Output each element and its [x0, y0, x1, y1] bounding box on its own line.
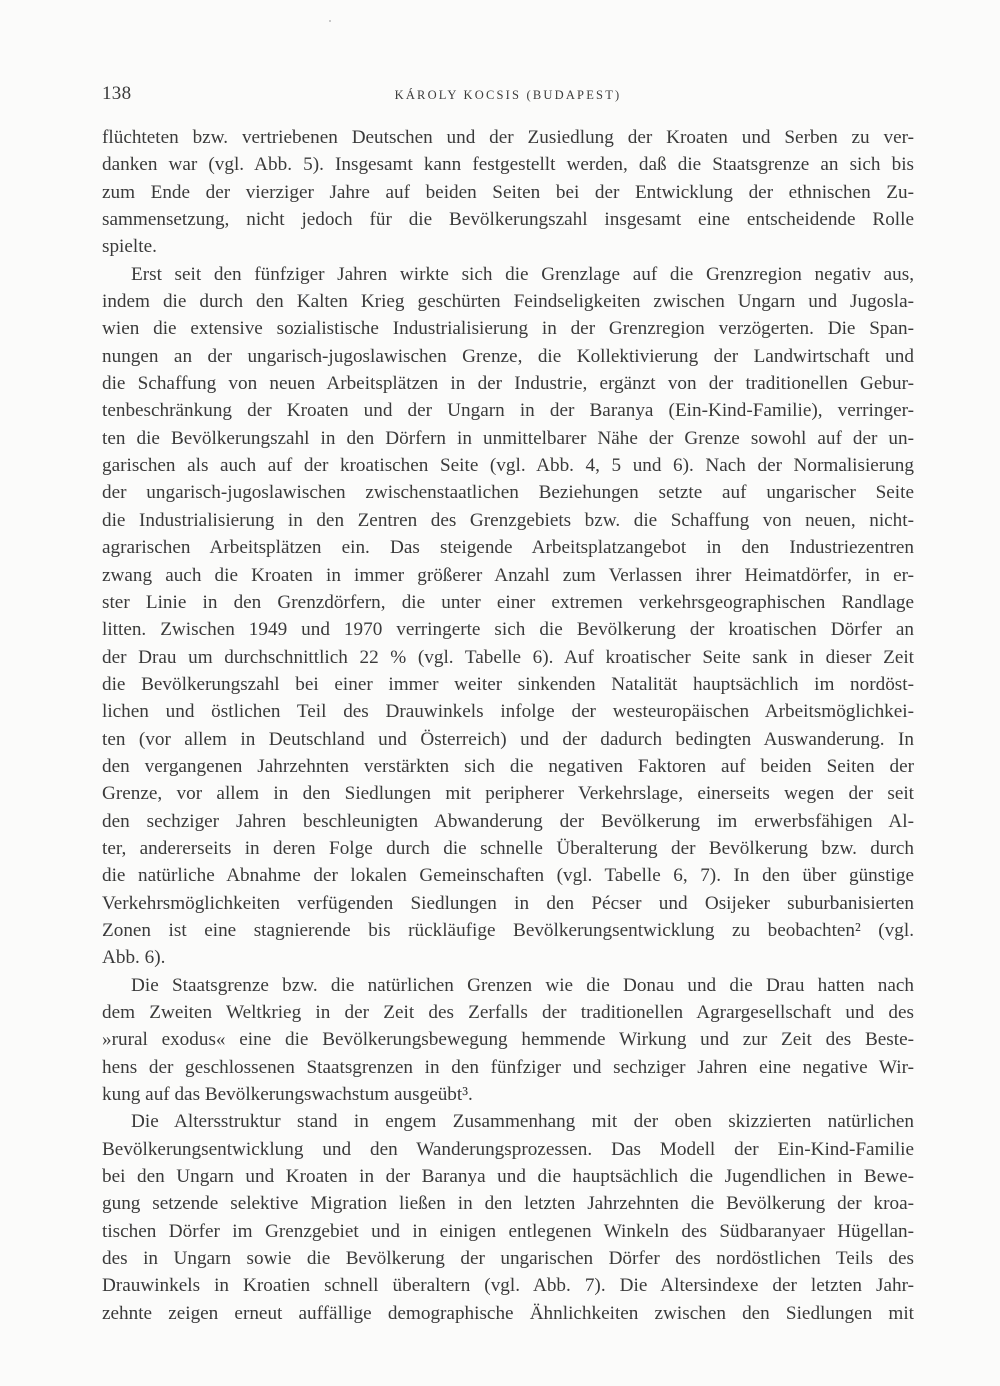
text-line: hens der geschlossenen Staatsgrenzen in den fünfziger und sechziger Jahren eine negative Wir- — [102, 1056, 914, 1078]
text-line: des in Ungarn sowie die Bevölkerung der ungarischen Dörfer des nordöstlichen Teils des — [102, 1248, 914, 1270]
running-head: KÁROLY KOCSIS (BUDAPEST) — [394, 88, 622, 102]
text-line: den sechziger Jahren beschleunigten Abwanderung der Bevölkerung im erwerbsfähigen Al- — [102, 810, 914, 832]
text-line: Grenze, vor allem in den Siedlungen mit peripherer Verkehrslage, einerseits wegen der seit — [102, 783, 914, 805]
text-line: sammensetzung, nicht jedoch für die Bevölkerungszahl insgesamt eine entscheidende Rolle — [102, 209, 914, 231]
text-line: lichen und östlichen Teil des Drauwinkels infolge der westeuropäischen Arbeitsmöglichkei- — [102, 701, 914, 723]
text-line: ster Linie in den Grenzdörfern, die unter einer extremen verkehrsgeographischen Randlage — [102, 591, 914, 613]
scan-speck — [329, 20, 331, 22]
text-line: Abb. 6). — [102, 947, 166, 969]
text-line: ten (vor allem in Deutschland und Österreich) und der dadurch bedingten Auswanderung. In — [102, 728, 914, 750]
text-line: indem die durch den Kalten Krieg geschürten Feindseligkeiten zwischen Ungarn und Jugosla- — [102, 291, 914, 313]
text-line: dem Zweiten Weltkrieg in der Zeit des Zerfalls der traditionellen Agrargesellschaft und des — [102, 1002, 914, 1023]
text-line: Drauwinkels in Kroatien schnell überaltern (vgl. Abb. 7). Die Altersindexe der letzten Jahr- — [102, 1275, 914, 1297]
text-line: Die Staatsgrenze bzw. die natürlichen Grenzen wie die Donau und die Drau hatten nach — [131, 974, 914, 996]
text-line: zwang auch die Kroaten in immer größerer Anzahl zum Verlassen ihrer Heimatdörfer, in er- — [102, 564, 914, 586]
text-line: zum Ende der vierziger Jahre auf beiden Seiten bei der Entwicklung der ethnischen Zu- — [102, 181, 914, 203]
text-line: Erst seit den fünfziger Jahren wirkte sich die Grenzlage auf die Grenzregion negativ aus, — [131, 263, 914, 285]
text-line: die Industrialisierung in den Zentren des Grenzgebiets bzw. die Schaffung von neuen, nicht- — [102, 509, 914, 531]
text-line: die Bevölkerungszahl bei einer immer weiter sinkenden Natalität hauptsächlich im nordöst- — [102, 673, 914, 695]
text-line: die Schaffung von neuen Arbeitsplätzen in der Industrie, ergänzt von der traditionellen Gebur- — [102, 373, 914, 395]
page-header — [102, 83, 914, 113]
text-line: flüchteten bzw. vertriebenen Deutschen und der Zusiedlung der Kroaten und Serben zu ver- — [102, 127, 914, 148]
text-line: danken war (vgl. Abb. 5). Insgesamt kann festgestellt werden, daß die Staatsgrenze an sich bis — [102, 154, 914, 176]
text-line: tenbeschränkung der Kroaten und der Ungarn in der Baranya (Ein-Kind-Familie), verringer- — [102, 400, 914, 422]
text-line: zehnte zeigen erneut auffällige demographische Ähnlichkeiten zwischen den Siedlungen mit — [102, 1302, 914, 1324]
text-line: agrarischen Arbeitsplätzen ein. Das steigende Arbeitsplatzangebot in den Industriezentren — [102, 537, 914, 559]
text-line: ter, andererseits in deren Folge durch die schnelle Überalterung der Bevölkerung bzw. durch — [102, 837, 914, 859]
text-line: kung auf das Bevölkerungswachstum ausgeübt³. — [102, 1084, 473, 1106]
page-number: 138 — [102, 83, 132, 104]
body-text — [102, 124, 914, 1327]
text-line: Verkehrsmöglichkeiten verfügenden Siedlungen in den Pécser und Osijeker suburbanisierten — [102, 892, 914, 914]
text-line: bei den Ungarn und Kroaten in der Baranya und die hauptsächlich die Jugendlichen in Bewe- — [102, 1166, 914, 1188]
text-line: »rural exodus« eine die Bevölkerungsbewegung hemmende Wirkung und zur Zeit des Beste- — [102, 1029, 914, 1051]
text-line: ten die Bevölkerungszahl in den Dörfern in unmittelbarer Nähe der Grenze sowohl auf der un- — [102, 427, 914, 449]
text-line: nungen an der ungarisch-jugoslawischen Grenze, die Kollektivierung der Landwirtschaft und — [102, 345, 914, 367]
text-line: Zonen ist eine stagnierende bis rückläufige Bevölkerungsentwicklung zu beobachten² (vgl. — [102, 919, 914, 941]
text-line: Die Altersstruktur stand in engem Zusammenhang mit der oben skizzierten natürlichen — [131, 1111, 914, 1133]
text-line: tischen Dörfer im Grenzgebiet und in einigen entlegenen Winkeln des Südbaranyaer Hügellan- — [102, 1220, 914, 1242]
text-line: die natürliche Abnahme der lokalen Gemeinschaften (vgl. Tabelle 6, 7). In den über günstige — [102, 865, 914, 887]
text-line: spielte. — [102, 236, 157, 258]
text-line: der Drau um durchschnittlich 22 % (vgl. Tabelle 6). Auf kroatischer Seite sank in dieser Zeit — [102, 646, 914, 668]
text-line: gung setzende selektive Migration ließen in den letzten Jahrzehnten die Bevölkerung der kroa- — [102, 1193, 914, 1215]
text-line: den vergangenen Jahrzehnten verstärkten sich die negativen Faktoren auf beiden Seiten der — [102, 755, 914, 777]
text-line: garischen als auch auf der kroatischen Seite (vgl. Abb. 4, 5 und 6). Nach der Normalisierung — [102, 455, 914, 477]
text-line: Bevölkerungsentwicklung und den Wanderungsprozessen. Das Modell der Ein-Kind-Familie — [102, 1138, 914, 1160]
text-line: der ungarisch-jugoslawischen zwischenstaatlichen Beziehungen setzte auf ungarischer Seite — [102, 482, 914, 504]
text-line: wien die extensive sozialistische Industrialisierung in der Grenzregion verzögerten. Die Span- — [102, 318, 914, 340]
text-line: litten. Zwischen 1949 und 1970 verringerte sich die Bevölkerung der kroatischen Dörfer an — [102, 619, 914, 641]
